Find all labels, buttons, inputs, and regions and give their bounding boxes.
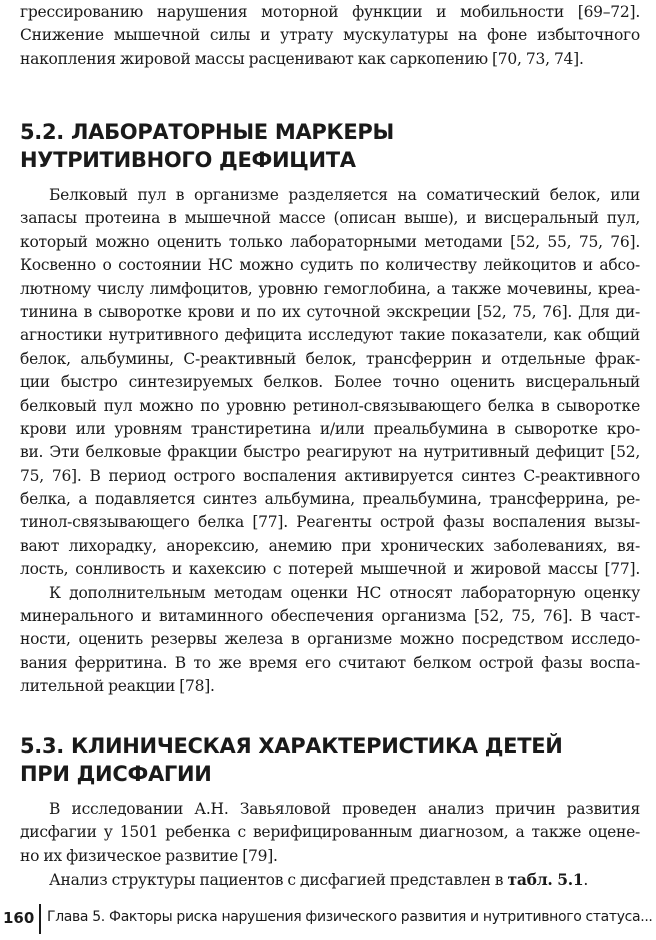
text-line: вания ферритина. В то же время его считают белком острой фазы воспа- xyxy=(20,653,640,672)
text-line: Косвенно о состоянии НС можно судить по количеству лейкоцитов и абсо- xyxy=(20,256,640,275)
heading-line: ПРИ ДИСФАГИИ xyxy=(20,762,212,786)
text-line: белок, альбумины, С-реактивный белок, трансферрин и отдельные фрак- xyxy=(20,349,640,368)
section-5-2-body xyxy=(20,184,640,699)
text-line: вают лихорадку, анорексию, анемию при хронических заболеваниях, вя- xyxy=(20,536,640,555)
text-line: агностики нутритивного дефицита исследуют такие показатели, как общий xyxy=(20,326,640,345)
intro-paragraph xyxy=(20,1,640,71)
text-line: который можно оценить только лабораторными методами [52, 55, 75, 76]. xyxy=(20,232,640,251)
text-line: дисфагии у 1501 ребенка с верифицированным диагнозом, а также оцене- xyxy=(20,823,640,842)
text-line: ви. Эти белковые фракции быстро реагируют на нутритивный дефицит [52, xyxy=(20,443,640,462)
heading-line: 5.3. КЛИНИЧЕСКАЯ ХАРАКТЕРИСТИКА ДЕТЕЙ xyxy=(20,734,563,758)
text-line: ности, оценить резервы железа в организме можно посредством исследо- xyxy=(20,630,640,649)
page-number: 160 xyxy=(3,909,35,927)
text-line: тинина в сыворотке крови и по их суточной экскреции [52, 75, 76]. Для ди- xyxy=(20,302,640,321)
text-line: лютному числу лимфоцитов, уровню гемоглобина, а также мочевины, креа- xyxy=(20,279,640,298)
text-line: но их физическое развитие [79]. xyxy=(20,846,278,865)
text-line: лительной реакции [78]. xyxy=(20,677,215,696)
heading-line: НУТРИТИВНОГО ДЕФИЦИТА xyxy=(20,148,356,172)
running-head: Глава 5. Факторы риска нарушения физического развития и нутритивного статуса... xyxy=(47,909,653,925)
text-line: ции быстро синтезируемых белков. Более точно оценить висцеральный xyxy=(20,373,640,392)
text-line: Белковый пул в организме разделяется на соматический белок, или xyxy=(49,186,640,204)
text-line: лость, сонливость и кахексию с потерей мышечной и жировой массы [77]. xyxy=(20,560,640,579)
footer-divider xyxy=(39,904,41,934)
table-reference-line xyxy=(20,868,640,891)
text-line: белка, а подавляется синтез альбумина, преальбумина, трансферрина, ре- xyxy=(20,490,640,509)
text-line: крови или уровням транстиретина и/или преальбумина в сыворотке кро- xyxy=(20,419,640,438)
heading-line: 5.2. ЛАБОРАТОРНЫЕ МАРКЕРЫ xyxy=(20,120,394,144)
section-5-3-body xyxy=(20,798,640,892)
text-line: запасы протеина в мышечной массе (описан выше), и висцеральный пул, xyxy=(20,209,640,228)
text-line: 75, 76]. В период острого воспаления активируется синтез С-реактивного xyxy=(20,466,640,485)
text-line: белковый пул можно по уровню ретинол-связывающего белка в сыворотке xyxy=(20,396,640,415)
text-line: тинол-связывающего белка [77]. Реагенты острой фазы воспаления вызы- xyxy=(20,513,640,532)
text-line: накопления жировой массы расценивают как саркопению [70, 73, 74]. xyxy=(20,49,584,68)
text-line: грессированию нарушения моторной функции и мобильности [69–72]. xyxy=(20,3,640,21)
page-footer xyxy=(0,904,656,934)
table-reference-text: Анализ структуры пациентов с дисфагией представлен в xyxy=(49,871,504,890)
table-reference-suffix: . xyxy=(583,871,589,890)
text-line: минерального и витаминного обеспечения организма [52, 75, 76]. В част- xyxy=(20,607,640,626)
text-line: К дополнительным методам оценки НС относят лабораторную оценку xyxy=(49,583,640,602)
section-5-2-heading xyxy=(20,118,394,174)
text-line: Снижение мышечной силы и утрату мускулатуры на фоне избыточного xyxy=(20,26,640,45)
text-line: В исследовании А.Н. Завьяловой проведен анализ причин развития xyxy=(49,800,640,818)
section-5-3-heading xyxy=(20,732,563,788)
table-reference-link: табл. 5.1 xyxy=(507,870,584,890)
